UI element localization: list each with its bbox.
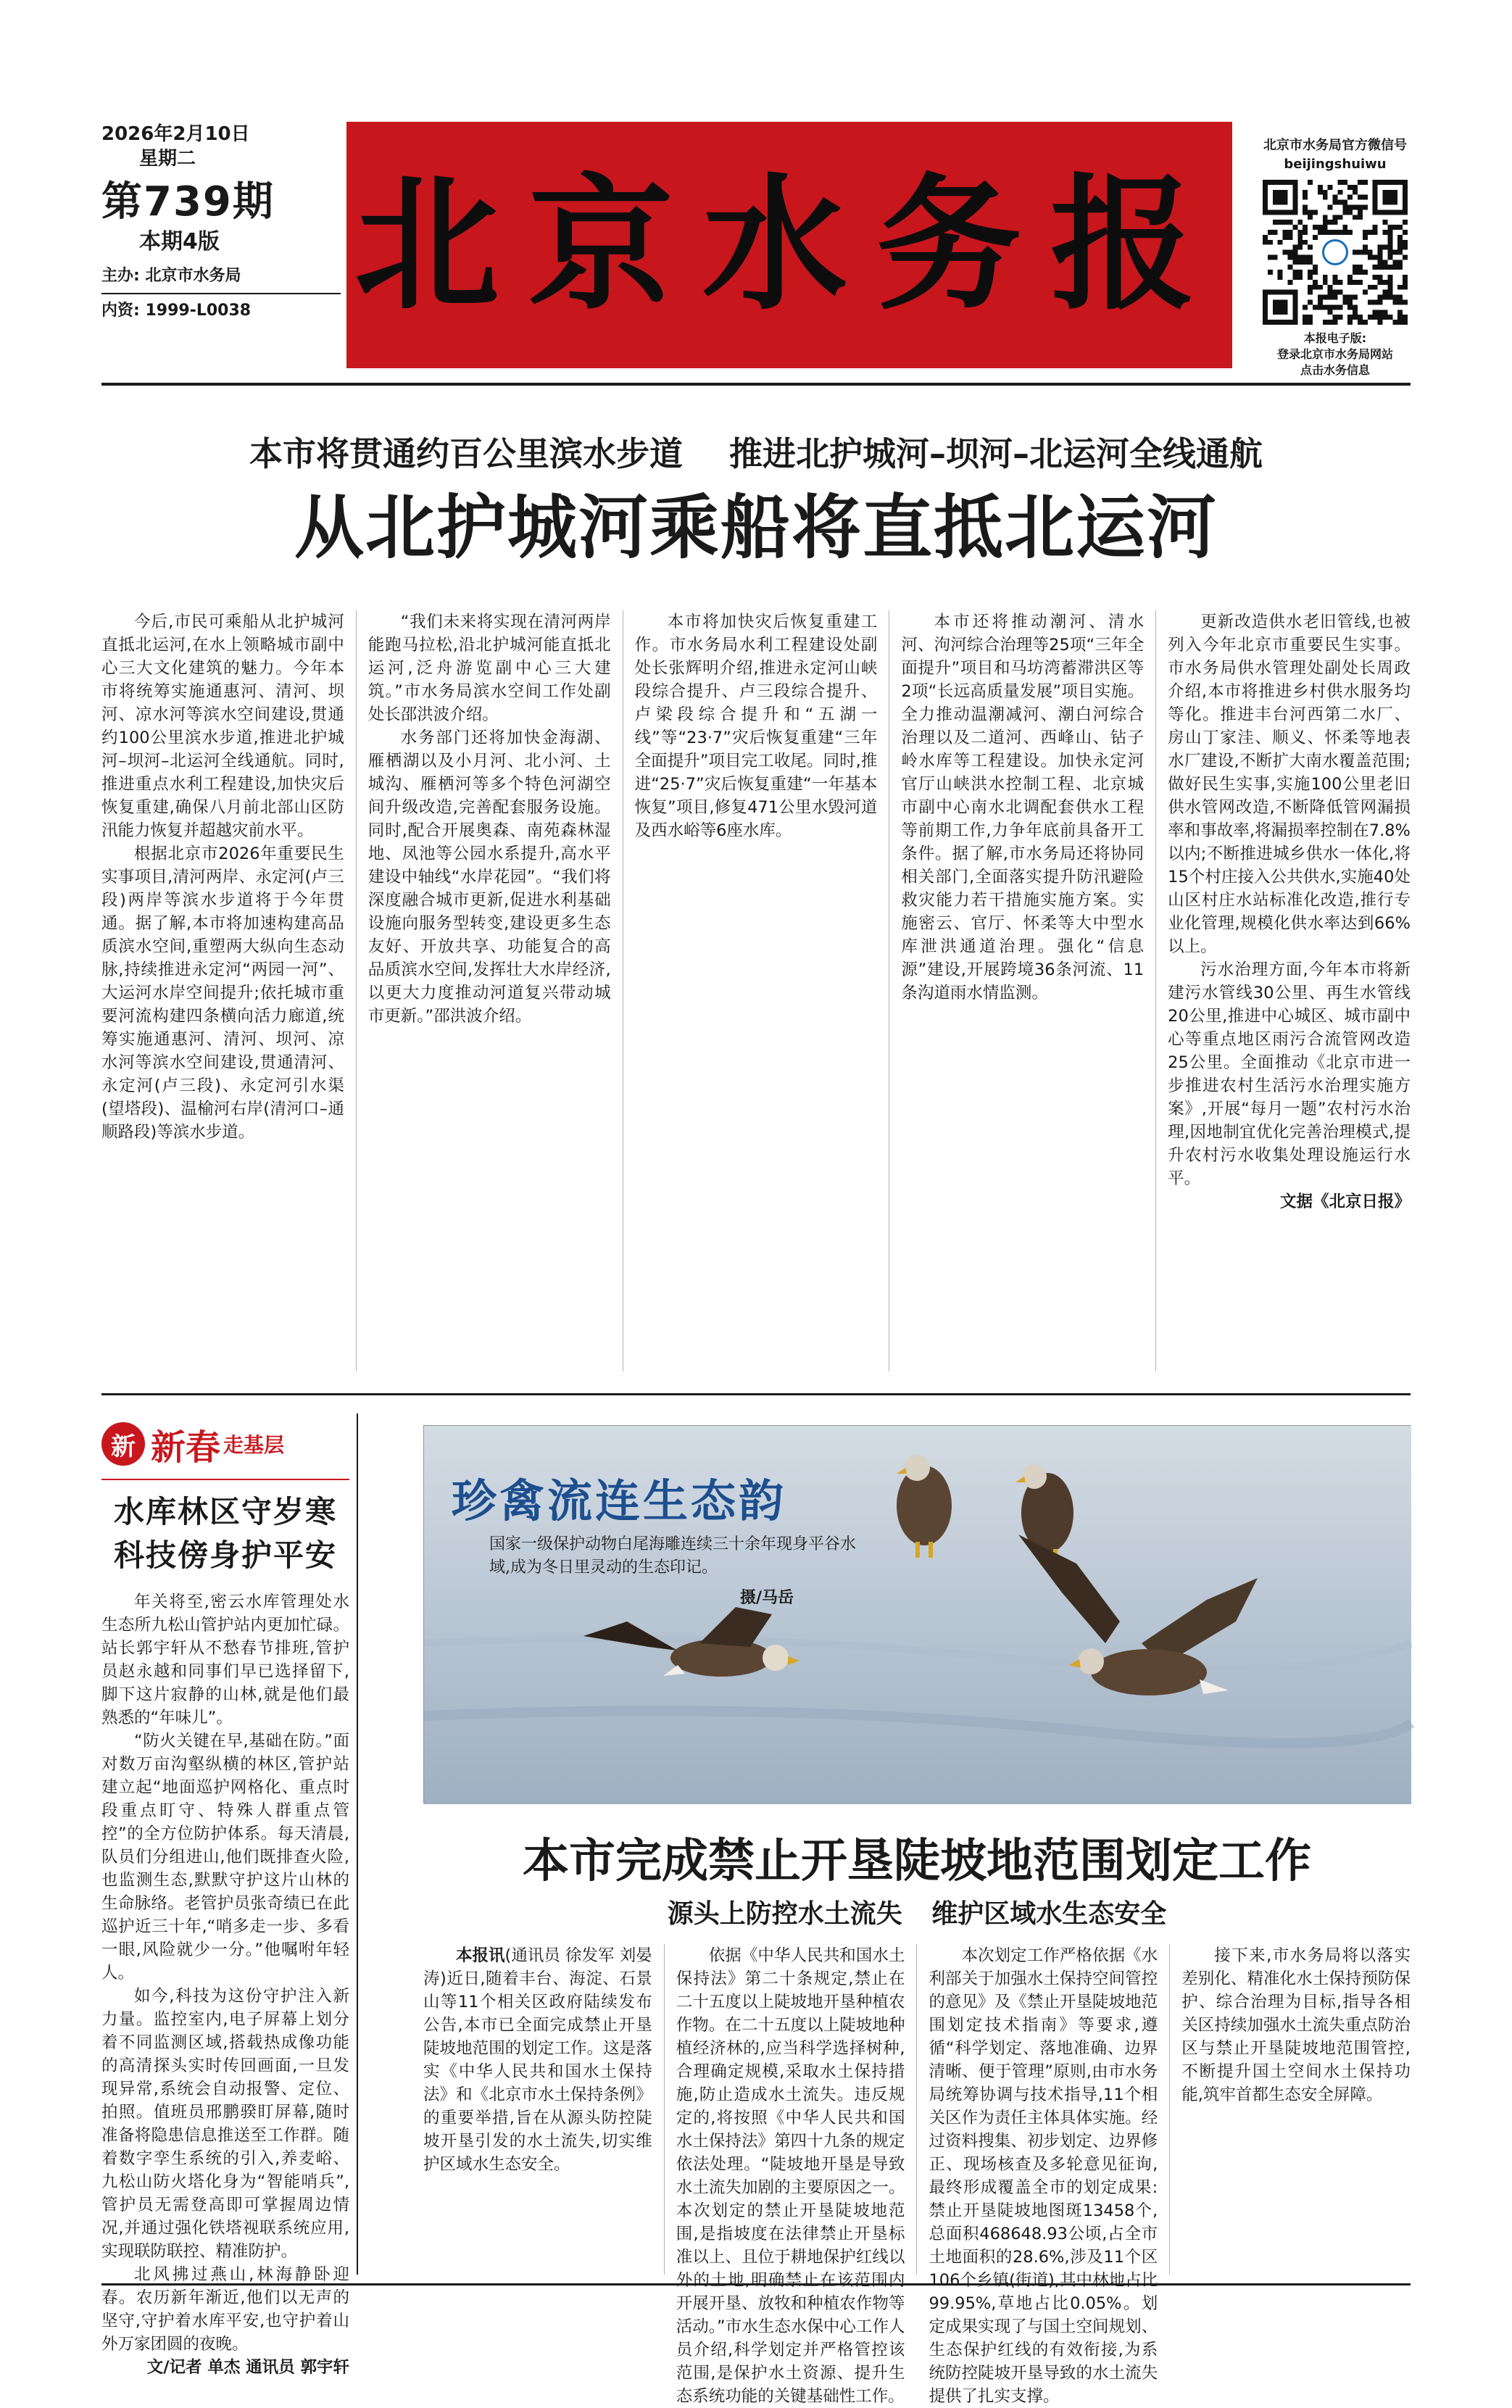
photo-caption: 国家一级保护动物白尾海雕连续三十余年现身平谷水域,成为冬日里灵动的生态印记。 — [489, 1535, 857, 1577]
feature-title-line-1: 水库林区守岁寒 — [113, 1494, 337, 1529]
issue-number: 第739期 — [101, 178, 275, 225]
lead-article — [101, 610, 1411, 1371]
feature-vertical-divider — [357, 1413, 358, 2275]
epaper-note-2: 登录北京市水务局网站 — [1276, 347, 1393, 361]
lantern-icon: 新 — [101, 1422, 145, 1466]
story2-dateline: 本报讯 — [456, 1946, 505, 1965]
feature-badge — [101, 1413, 349, 1474]
sponsor: 主办: 北京市水务局 — [101, 267, 241, 285]
story2-subheadline — [423, 1896, 1411, 1931]
story2-article — [423, 1944, 1411, 2406]
lead-paragraph: 更新改造供水老旧管线,也被列入今年北京市重要民生实事。市水务局供水管理处副处长周政介绍,本市将推进乡村供水服务均等化。推进丰台河西第二水厂、房山丁家洼、顺义、怀柔等地表水厂建设,不断扩大南水覆盖范围;做好民生实事,实施100公里老旧供水管网改造,不断降低管网漏损率和事故率,将漏损率控制在7.8%以内;不断推进城乡供水一体化,将15个村庄接入公共供水,实施40处山区村庄水站标准化改造,推行专业化管理,规模化供水率达到66%以上。 — [1168, 613, 1411, 956]
lead-kicker — [101, 432, 1411, 476]
story2-column-4 — [1181, 1944, 1411, 2275]
feature-divider — [101, 1479, 349, 1480]
column-divider — [664, 1944, 665, 2275]
issue-weekday: 星期二 — [139, 148, 196, 170]
column-divider — [1169, 1944, 1170, 2275]
permit-number: 内资: 1999-L0038 — [101, 302, 252, 320]
footer-divider — [101, 2283, 1411, 2285]
story2-headline: 本市完成禁止开垦陡坡地范围划定工作 — [523, 1834, 1311, 1888]
masthead-divider — [101, 383, 1411, 386]
story2-column-3 — [929, 1944, 1158, 2406]
lead-kicker-2: 推进北护城河–坝河–北运河全线通航 — [729, 434, 1263, 473]
qr-code-icon — [1263, 180, 1408, 325]
lead-paragraph: 水务部门还将加快金海湖、雁栖湖以及小月河、北小河、土城沟、雁栖河等多个特色河湖空间升级改造,完善配套服务设施。同时,配合开展奥森、南苑森林湿地、凤池等公园水系提升,高水平建设中轴线“水岸花园”。“我们将深度融合城市更新,促进水利基础设施向服务型转变,建设更多生态友好、开放共享、功能复合的高品质滨水空间,发挥壮大水岸经济,以更大力度推动河道复兴带动城市更新。”邵洪波介绍。 — [367, 728, 611, 1026]
lead-paragraph: 今后,市民可乘船从北护城河直抵北运河,在水上领略城市副中心三大文化建筑的魅力。今年本市将统筹实施通惠河、清河、坝河、凉水河等滨水空间建设,贯通约100公里滨水步道,推进北护城河–坝河–北运河全线通航。同时,推进重点水利工程建设,加快灾后恢复重建,确保八月前北部山区防汛能力恢复并超越灾前水平。 — [101, 613, 344, 840]
section-divider — [101, 1393, 1411, 1395]
lead-column-2 — [368, 610, 611, 1364]
masthead-banner — [346, 122, 1232, 368]
badge-subtitle: 走基层 — [223, 1433, 285, 1457]
issue-pages: 本期4版 — [139, 229, 220, 254]
feature-source: 文/记者 单杰 通讯员 郭宇轩 — [146, 2358, 349, 2377]
feature-title — [101, 1490, 349, 1577]
lead-paragraph: “我们未来将实现在清河两岸能跑马拉松,沿北护城河能直抵北运河,泛舟游览副中心三大建筑。”市水务局滨水空间工作处副处长邵洪波介绍。 — [367, 613, 611, 724]
badge-word: 新春 — [151, 1427, 221, 1468]
story2-paragraph: 接下来,市水务局将以落实差别化、精准化水土保持预防保护、综合治理为目标,指导各相关区持续加强水土流失重点防治区与禁止开垦陡坡地范围管控,不断提升国土空间水土保持功能,筑牢首都生态安全屏障。 — [1181, 1946, 1411, 2104]
lead-column-1 — [101, 610, 344, 1364]
lead-column-4 — [901, 610, 1144, 1364]
feature-paragraph: “防火关键在早,基础在防。”面对数万亩沟壑纵横的林区,管护站建立起“地面巡护网格化、重点时段重点盯守、特殊人群重点管控”的全方位防护体系。每天清晨,队员们分组进山,他们既排查火险,也监测生态,默默守护这片山林的生命脉络。老管护员张奇绩已在此巡护近三十年,“哨多走一步、多看一眼,风险就少一分。”他嘱咐年轻人。 — [101, 1732, 349, 1983]
date-divider — [101, 293, 341, 294]
lead-paragraph: 根据北京市2026年重要民生实事项目,清河两岸、永定河(卢三段)两岸等滨水步道将于今年贯通。据了解,本市将加速构建高品质滨水空间,重塑两大纵向生态动脉,持续推进永定河“两园一河”、大运河水岸空间提升;依托城市重要河流构建四条横向活力廊道,统筹实施通惠河、清河、坝河、凉水河等滨水空间建设,贯通清河、永定河(卢三段)、永定河引水渠(望塔段)、温榆河右岸(清河口–通顺路段)等滨水步道。 — [101, 844, 344, 1142]
story2-column-1 — [423, 1944, 652, 2275]
column-divider — [356, 610, 357, 1371]
photo-credit: 摄/马岳 — [740, 1589, 794, 1607]
story2-sub-2: 维护区域水生态安全 — [931, 1898, 1167, 1929]
wechat-id: beijingshuiwu — [1284, 157, 1387, 172]
story2-sub-1: 源头上防控水土流失 — [667, 1898, 902, 1929]
lead-headline: 从北护城河乘船将直抵北运河 — [294, 486, 1218, 568]
lead-column-5 — [1168, 610, 1411, 1364]
column-divider — [916, 1944, 917, 2275]
issue-date: 2026年2月10日 — [101, 123, 250, 145]
story2-paragraph: 依据《中华人民共和国水土保持法》第二十条规定,禁止在二十五度以上陡坡地开垦种植农作物。在二十五度以上陡坡地种植经济林的,应当科学选择树种,合理确定规模,采取水土保持措施,防止造成水土流失。违反规定的,将按照《中华人民共和国水土保持法》第四十九条的规定依法处理。“陡坡地开垦是导致水土流失加剧的主要原因之一。本次划定的禁止开垦陡坡地范围,是指坡度在法律禁止开垦标准以上、且位于耕地保护红线以外的土地,明确禁止在该范围内开展开垦、放牧和种植农作物等活动。”市水生态水保中心工作人员介绍,科学划定并严格管控该范围,是保护水土资源、提升生态系统功能的关键基础性工作。 — [676, 1946, 905, 2406]
story2-column-2 — [676, 1944, 905, 2406]
newspaper-title: 北京水务报 — [354, 159, 1224, 330]
story2-paragraph: 本次划定工作严格依据《水利部关于加强水土保持空间管控的意见》及《禁止开垦陡坡地范围划定技术指南》等要求,遵循“科学划定、落地准确、边界清晰、便于管理”原则,由市水务局统筹协调与技术指导,11个相关区作为责任主体具体实施。经过资料搜集、初步划定、边界修正、现场核查及多轮意见征询,最终形成覆盖全市的划定成果:禁止开垦陡坡地图斑13458个,总面积468648.93公顷,占全市土地面积的28.6%,涉及11个区106个乡镇(街道),其中林地占比99.95%,草地占比0.05%。划定成果实现了与国土空间规划、生态保护红线的有效衔接,为系统防控陡坡开垦导致的水土流失提供了扎实支撑。 — [929, 1946, 1158, 2406]
feature-title-line-2: 科技傍身护平安 — [113, 1537, 337, 1573]
lead-paragraph: 污水治理方面,今年本市将新建污水管线30公里、再生水管线20公里,推进中心城区、城市副中心等重点地区雨污合流管网改造25公里。全面推动《北京市进一步推进农村生活污水治理实施方案》,开展“每月一题”农村污水治理,因地制宜优化完善治理模式,提升农村污水收集处理设施运行水平。 — [1168, 960, 1411, 1188]
lead-column-3 — [635, 610, 878, 1364]
qr-caption: 北京市水务局官方微信号 — [1263, 138, 1407, 153]
qr-logo-icon — [1322, 239, 1348, 265]
feature-paragraph: 年关将至,密云水库管理处水生态所九松山管护站内更加忙碌。站长郭宇轩从不愁春节排班,管护员赵永越和同事们早已选择留下,脚下这片寂静的山林,就是他们最熟悉的“年味儿”。 — [101, 1593, 349, 1727]
epaper-note-1: 本报电子版: — [1303, 331, 1367, 345]
feature-column — [101, 1413, 349, 2377]
qr-block — [1241, 136, 1429, 378]
eagle-photo — [423, 1425, 1411, 1803]
feature-body — [101, 1590, 349, 2377]
feature-paragraph: 北风拂过燕山,林海静卧迎春。农历新年渐近,他们以无声的坚守,守护着水库平安,也守护着山外万家团圆的夜晚。 — [101, 2265, 349, 2354]
feature-paragraph: 如今,科技为这份守护注入新力量。监控室内,电子屏幕上划分着不同监测区域,搭载热成像功能的高清探头实时传回画面,一旦发现异常,系统会自动报警、定位、拍照。值班员邢鹏骙盯屏幕,随时准备将隐患信息推送至工作群。随着数字孪生系统的引入,养麦峪、九松山防火塔化身为“智能哨兵”,管护员无需登高即可掌握周边情况,并通过强化铁塔视联系统应用,实现联防联控、精准防护。 — [101, 1987, 349, 2261]
lead-paragraph: 本市还将推动潮河、清水河、泃河综合治理等25项“三年全面提升”项目和马坊湾蓄滞洪区等2项“长远高质量发展”项目实施。全力推动温潮减河、潮白河综合治理以及二道河、西峰山、钻子岭水库等工程建设。加快永定河官厅山峡洪水控制工程、北京城市副中心南水北调配套供水工程等前期工作,力争年底前具备开工条件。据了解,市水务局还将协同相关部门,全面落实提升防汛避险救灾能力若干措施实施方案。实施密云、官厅、怀柔等大中型水库泄洪通道治理。强化“信息源”建设,开展跨境36条河流、11条沟道雨水情监测。 — [901, 613, 1145, 1002]
story2-lead-paragraph — [423, 1944, 652, 2176]
lead-kicker-1: 本市将贯通约百公里滨水步道 — [249, 434, 683, 473]
story2-byline: (通讯员 徐发军 刘晏涛) — [423, 1946, 652, 1988]
date-block — [101, 122, 341, 323]
story2-paragraph: 近日,随着丰台、海淀、石景山等11个相关区政府陆续发布公告,本市已全面完成禁止开垦陡坡地范围的划定工作。这是落实《中华人民共和国水土保持法》和《北京市水土保持条例》的重要举措,旨在从源头防控陡坡开垦引发的水土流失,切实维护区域水生态安全。 — [423, 1969, 652, 2174]
column-divider — [1155, 610, 1156, 1371]
epaper-note-3: 点击水务信息 — [1300, 363, 1370, 377]
photo-title: 珍禽流连生态韵 — [452, 1474, 787, 1527]
lead-paragraph: 本市将加快灾后恢复重建工作。市水务局水利工程建设处副处长张辉明介绍,推进永定河山峡段综合提升、卢三段综合提升、卢梁段综合提升和“五湖一线”等“23·7”灾后恢复重建“三年全面提升”项目完工收尾。同时,推进“25·7”灾后恢复重建“一年基本恢复”项目,修复471公里水毁河道及西水峪等6座水库。 — [634, 613, 878, 840]
lead-source: 文据《北京日报》 — [1279, 1192, 1411, 1211]
